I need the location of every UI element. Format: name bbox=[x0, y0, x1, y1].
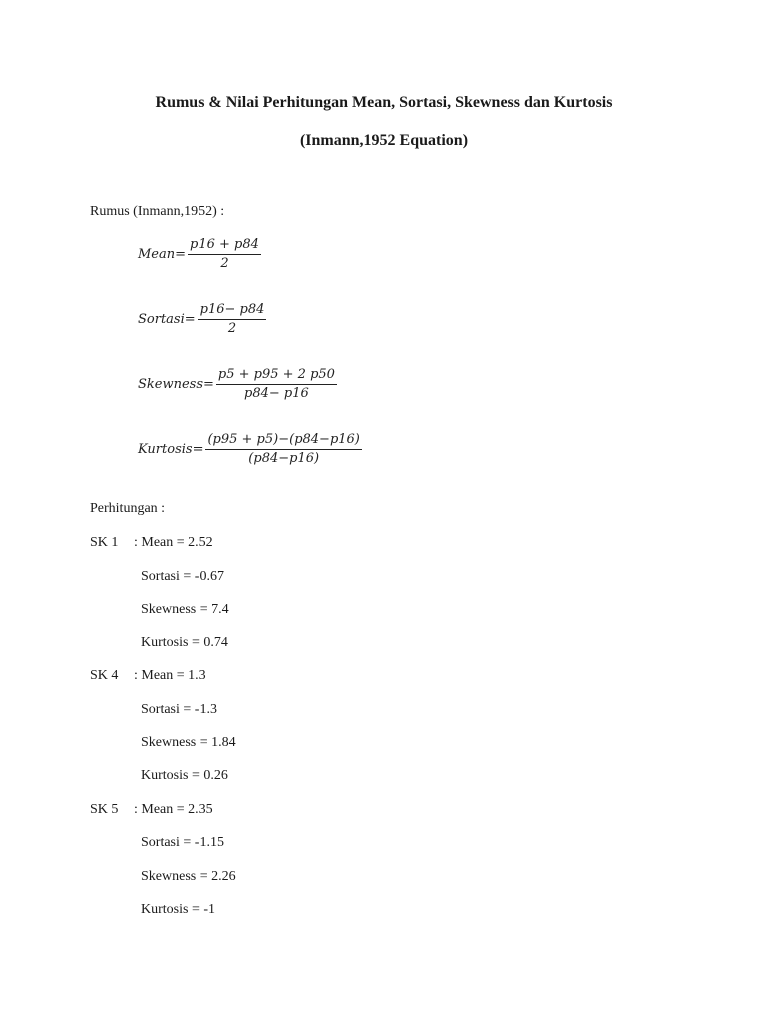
mean-formula-lhs: Mean= bbox=[138, 247, 187, 262]
mean-denominator: 2 bbox=[220, 256, 229, 271]
sortasi-formula-lhs: Sortasi= bbox=[138, 312, 196, 327]
sk1-skewness: Skewness = 7.4 bbox=[141, 602, 229, 617]
skewness-numerator: p5 + p95 + 2 p50 bbox=[216, 368, 337, 385]
skewness-formula bbox=[138, 368, 337, 401]
sk4-label: SK 4 bbox=[90, 668, 119, 683]
sortasi-denominator: 2 bbox=[227, 321, 237, 336]
sk5-mean: : Mean = 2.35 bbox=[134, 802, 213, 817]
sk5-label: SK 5 bbox=[90, 802, 119, 817]
sortasi-numerator: p16− p84 bbox=[198, 303, 267, 320]
document-subtitle: (Inmann,1952 Equation) bbox=[299, 132, 469, 149]
sk1-kurtosis: Kurtosis = 0.74 bbox=[141, 635, 228, 650]
sk4-skewness: Skewness = 1.84 bbox=[141, 735, 236, 750]
sortasi-formula bbox=[138, 303, 266, 336]
mean-formula bbox=[138, 238, 261, 271]
skewness-fraction bbox=[216, 368, 337, 401]
kurtosis-numerator: (p95 + p5)−(p84−p16) bbox=[205, 433, 361, 450]
sk5-sortasi: Sortasi = -1.15 bbox=[141, 835, 224, 850]
sk4-mean: : Mean = 1.3 bbox=[134, 668, 206, 683]
mean-fraction bbox=[188, 238, 261, 271]
skewness-denominator: p84− p16 bbox=[244, 386, 309, 401]
sk4-sortasi: Sortasi = -1.3 bbox=[141, 702, 217, 717]
document-title: Rumus & Nilai Perhitungan Mean, Sortasi, Skewness dan Kurtosis bbox=[155, 94, 613, 111]
kurtosis-denominator: (p84−p16) bbox=[248, 451, 320, 466]
mean-numerator: p16 + p84 bbox=[188, 238, 261, 255]
sk1-mean: : Mean = 2.52 bbox=[134, 535, 213, 550]
sk5-skewness: Skewness = 2.26 bbox=[141, 869, 236, 884]
kurtosis-formula bbox=[138, 433, 362, 466]
rumus-label: Rumus (Inmann,1952) : bbox=[90, 204, 225, 219]
sk1-sortasi: Sortasi = -0.67 bbox=[141, 569, 224, 584]
sk5-kurtosis: Kurtosis = -1 bbox=[141, 902, 216, 917]
kurtosis-fraction bbox=[205, 433, 361, 466]
sk1-label: SK 1 bbox=[90, 535, 119, 550]
sortasi-fraction bbox=[198, 303, 267, 336]
sk4-kurtosis: Kurtosis = 0.26 bbox=[141, 768, 228, 783]
perhitungan-label: Perhitungan : bbox=[90, 501, 166, 516]
skewness-formula-lhs: Skewness= bbox=[138, 377, 214, 392]
kurtosis-formula-lhs: Kurtosis= bbox=[138, 442, 204, 457]
